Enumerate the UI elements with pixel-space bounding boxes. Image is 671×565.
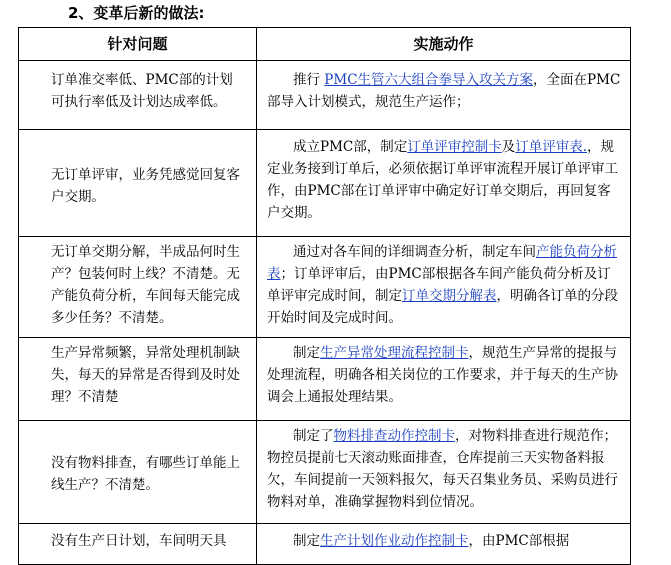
document-link[interactable]: 订单评审表.: [515, 139, 588, 155]
header-action: 实施动作: [257, 28, 631, 61]
action-cell: [257, 338, 631, 421]
action-text: 制定了: [293, 428, 334, 444]
action-text: ，由PMC部根据: [468, 533, 570, 549]
table-row: [19, 524, 631, 565]
action-text: 推行: [293, 72, 325, 88]
action-cell: [257, 237, 631, 338]
table-header-row: [19, 28, 631, 61]
document-link[interactable]: 生产计划作业动作控制卡: [320, 533, 469, 549]
document-link[interactable]: 生产异常处理流程控制卡: [320, 345, 469, 361]
table-row: [19, 61, 631, 130]
document-link[interactable]: 产能负荷分析表: [267, 244, 617, 282]
comparison-table: [18, 27, 631, 565]
action-cell: [257, 130, 631, 237]
table-row: [19, 421, 631, 524]
problem-cell: 没有物料排查，有哪些订单能上线生产？不清楚。: [19, 421, 257, 524]
section-title: 2、变革后新的做法:: [68, 4, 205, 22]
action-text: ，规定业务接到订单后，必须依据订单评审流程开展订单评审工作，由PMC部在订单评审中确定好订单交期后，再回复客户交期。: [267, 139, 618, 221]
action-text: 通过对各车间的详细调查分析，制定车间: [293, 244, 536, 260]
header-problem: 针对问题: [19, 28, 257, 61]
action-text: 成立PMC部，制定: [293, 139, 408, 155]
document-link[interactable]: 物料排查动作控制卡: [333, 428, 455, 444]
document-link[interactable]: 订单交期分解表: [402, 288, 497, 304]
problem-cell: 没有生产日计划，车间明天具: [19, 524, 257, 565]
problem-cell: 无订单交期分解，半成品何时生产？包装何时上线？不清楚。无产能负荷分析，车间每天能完成多少任务？不清楚。: [19, 237, 257, 338]
action-text: ，明确各订单的分段开始时间及完成时间。: [267, 288, 618, 326]
action-text: 制定: [293, 533, 320, 549]
action-text: ，全面在PMC部导入计划模式，规范生产运作；: [267, 72, 621, 110]
problem-cell: 订单准交率低、PMC部的计划可执行率低及计划达成率低。: [19, 61, 257, 130]
action-text: 及: [501, 139, 516, 155]
problem-cell: 生产异常频繁，异常处理机制缺失，每天的异常是否得到及时处理？不清楚: [19, 338, 257, 421]
problem-cell: 无订单评审，业务凭感觉回复客户交期。: [19, 130, 257, 237]
action-cell: [257, 524, 631, 565]
action-text: ；订单评审后，由PMC部根据各车间产能负荷分析及订单评审完成时间，制定: [267, 266, 611, 304]
table-row: [19, 130, 631, 237]
document-link[interactable]: 订单评审控制卡: [407, 139, 502, 155]
action-cell: [257, 421, 631, 524]
action-text: ，对物料排查进行规范作；物控员提前七天滚动账面排查，仓库提前三天实物备料报欠，车间提前一天领料报欠，每天召集业务员、采购员进行物料对单，准确掌握物料到位情况。: [267, 428, 618, 510]
action-cell: [257, 61, 631, 130]
table-row: [19, 338, 631, 421]
table-row: [19, 237, 631, 338]
action-text: ，规范生产异常的提报与处理流程，明确各相关岗位的工作要求，并于每天的生产协调会上通报处理结果。: [267, 345, 618, 405]
document-link[interactable]: PMC生管六大组合拳导入攻关方案: [324, 72, 534, 88]
action-text: 制定: [293, 345, 320, 361]
